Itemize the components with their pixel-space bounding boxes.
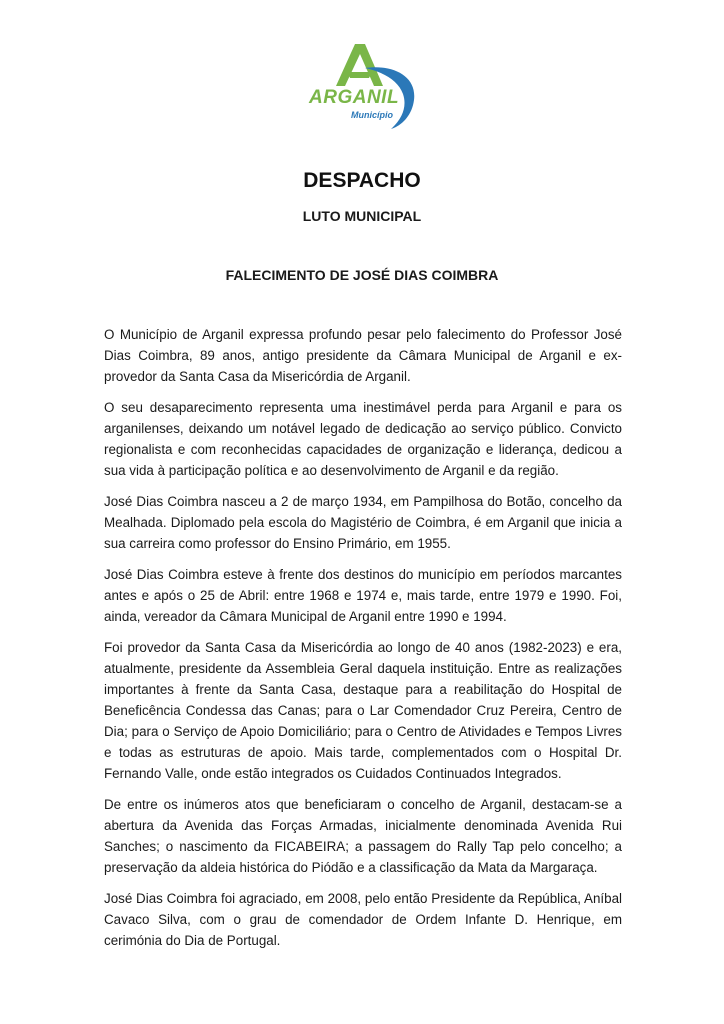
- paragraph: José Dias Coimbra foi agraciado, em 2008, pelo então Presidente da República, Aníbal Cavaco Silva, com o grau de comendador de Ordem Infante D. Henrique, em cerimónia do Dia de Portugal.: [104, 891, 622, 948]
- paragraph: José Dias Coimbra nasceu a 2 de março 1934, em Pampilhosa do Botão, concelho da Mealhada. Diplomado pela escola do Magistério de Coimbra, é em Arganil que inicia a sua carreira como professor do Ensino Primário, em 1955.: [104, 494, 622, 551]
- paragraph: O seu desaparecimento representa uma inestimável perda para Arganil e para os arganilenses, deixando um notável legado de dedicação ao serviço público. Convicto regionalista e com reconhecidas capacidades de organização e liderança, dedicou a sua vida à participação política e ao desenvolvimento de Arganil e da região.: [104, 400, 622, 478]
- document-title: DESPACHO: [303, 169, 421, 192]
- document-subtitle: LUTO MUNICIPAL: [302, 208, 422, 224]
- document-heading: FALECIMENTO DE JOSÉ DIAS COIMBRA: [225, 267, 499, 283]
- arganil-logo: [303, 38, 421, 134]
- paragraph: Foi provedor da Santa Casa da Misericórdia ao longo de 40 anos (1982-2023) e era, atualmente, presidente da Assembleia Geral daquela instituição. Entre as realizações importantes à frente da Santa Casa, destaque para a reabilitação do Hospital de Beneficência Condessa das Canas; para o Lar Comendador Cruz Pereira, Centro de Dia; para o Serviço de Apoio Domiciliário; para o Centro de Atividades e Tempos Livres e todas as estruturas de apoio. Mais tarde, complementados com o Hospital Dr. Fernando Valle, onde estão integrados os Cuidados Continuados Integrados.: [104, 640, 622, 781]
- logo-subtitle: Município: [351, 110, 393, 120]
- paragraph: De entre os inúmeros atos que beneficiaram o concelho de Arganil, destacam-se a abertura da Avenida das Forças Armadas, inicialmente denominada Avenida Rui Sanches; o nascimento da FICABEIRA; a passagem do Rally Tap pelo concelho; a preservação da aldeia histórica do Piódão e a classificação da Mata da Margaraça.: [104, 797, 622, 875]
- paragraph: José Dias Coimbra esteve à frente dos destinos do município em períodos marcantes antes e após o 25 de Abril: entre 1968 e 1974 e, mais tarde, entre 1979 e 1990. Foi, ainda, vereador da Câmara Municipal de Arganil entre 1990 e 1994.: [104, 567, 622, 624]
- document-body: [104, 324, 622, 961]
- logo-name: ARGANIL: [309, 87, 400, 108]
- paragraph: O Município de Arganil expressa profundo pesar pelo falecimento do Professor José Dias Coimbra, 89 anos, antigo presidente da Câmara Municipal de Arganil e ex-provedor da Santa Casa da Misericórdia de Arganil.: [104, 327, 622, 384]
